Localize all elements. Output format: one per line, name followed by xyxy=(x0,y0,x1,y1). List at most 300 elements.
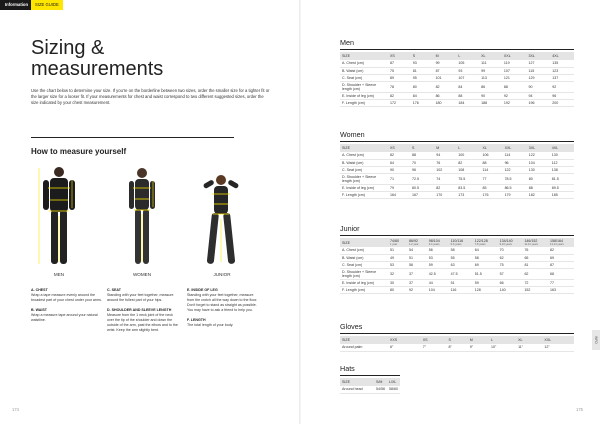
note-chest xyxy=(31,288,103,303)
measurement-value: 92 xyxy=(550,81,574,92)
size-label: 98/104 xyxy=(428,239,440,243)
measurement-value: 86 xyxy=(434,92,457,99)
size-header-cell xyxy=(407,238,427,247)
hats-size-table xyxy=(340,378,400,394)
measurement-value: 200 xyxy=(550,99,574,106)
measurement-label: E. Inside of leg (cm) xyxy=(340,92,388,99)
measurement-value: 130 xyxy=(550,152,574,159)
measurement-value: 94 xyxy=(527,92,551,99)
junior-table-body xyxy=(340,247,574,293)
gloves-size-table xyxy=(340,336,574,352)
table-row xyxy=(340,286,574,293)
hats-size-section xyxy=(340,364,400,394)
page-title: Sizing & measurements xyxy=(31,37,164,80)
measurement-value: 49 xyxy=(388,254,407,261)
table-row xyxy=(340,152,574,159)
measurement-value: 9" xyxy=(468,344,489,351)
measurement-value: 89 xyxy=(388,74,411,81)
size-column-header: SIZE xyxy=(340,144,388,152)
measurement-label: C. Seat (cm) xyxy=(340,166,388,173)
measurement-value: 51 xyxy=(449,279,473,286)
notes-column-1 xyxy=(31,288,103,328)
measurement-value: 123 xyxy=(550,67,574,74)
size-label: 74/80 xyxy=(390,239,399,243)
measurement-value: 54/56 xyxy=(376,387,385,392)
figure-women xyxy=(122,164,162,268)
measurement-value: 140 xyxy=(498,286,523,293)
size-header-cell: S xyxy=(446,336,467,344)
measurement-value: 99 xyxy=(479,67,502,74)
gloves-table-body xyxy=(340,344,574,351)
measurement-value: 75.5 xyxy=(456,173,480,184)
men-table-header xyxy=(340,52,574,60)
measurement-value: 92 xyxy=(502,92,527,99)
measurement-value: 6" xyxy=(388,344,421,351)
measurement-value: 80.5 xyxy=(410,184,434,191)
measurement-value: 88 xyxy=(502,81,527,92)
measurement-value: 81 xyxy=(411,67,434,74)
note-heading: E. INSIDE OF LEG xyxy=(187,288,218,292)
women-figure-illustration xyxy=(122,164,162,268)
measurement-value: 170 xyxy=(434,191,456,198)
measurement-value: 82 xyxy=(434,81,457,92)
measurement-value: 64 xyxy=(388,159,410,166)
junior-table-title: Junior xyxy=(340,224,574,236)
measurement-value: 93 xyxy=(456,67,479,74)
measurement-value: 87 xyxy=(434,67,457,74)
measurement-value: 44 xyxy=(427,279,449,286)
size-header-cell xyxy=(498,238,523,247)
measurement-value: 75 xyxy=(498,261,523,268)
measurement-value: 130 xyxy=(527,166,550,173)
measurement-value: 184 xyxy=(456,99,479,106)
size-label: SIZE xyxy=(342,240,350,245)
junior-table-header xyxy=(340,238,574,247)
measurement-label: Around palm xyxy=(340,344,388,351)
measurement-value: 58/60 xyxy=(389,387,398,392)
gloves-table-title: Gloves xyxy=(340,322,574,334)
measurement-value: 77 xyxy=(548,279,574,286)
measurement-value: 69 xyxy=(473,261,498,268)
size-header-cell: XS xyxy=(388,52,411,60)
notes-column-3 xyxy=(187,288,259,333)
measurement-value: 164 xyxy=(388,191,410,198)
measurement-value: 62 xyxy=(498,254,523,261)
measurement-label: A. Chest (cm) xyxy=(340,247,388,254)
measurement-value: 72.5 xyxy=(410,173,434,184)
size-header-cell: S/M xyxy=(374,378,387,386)
size-label: 86/92 xyxy=(409,239,418,243)
size-header-cell xyxy=(427,238,449,247)
measurement-value: 188 xyxy=(479,99,502,106)
measurement-value: 185 xyxy=(550,191,574,198)
measurement-label: A. Chest (cm) xyxy=(340,60,388,67)
junior-figure-illustration xyxy=(197,164,245,268)
women-table-title: Women xyxy=(340,130,574,142)
size-column-header xyxy=(340,238,388,247)
junior-size-section xyxy=(340,224,574,294)
measurement-value: 90 xyxy=(527,81,551,92)
measurement-value: 12" xyxy=(542,344,574,351)
measurement-label: A. Chest (cm) xyxy=(340,152,388,159)
size-header-cell: XL xyxy=(481,144,503,152)
size-column-header: SIZE xyxy=(340,336,388,344)
measurement-value: 84 xyxy=(411,92,434,99)
note-inside-leg xyxy=(187,288,259,313)
measurement-label: F. Length (cm) xyxy=(340,191,388,198)
size-header-cell: XXS xyxy=(388,336,421,344)
measurement-value: 53 xyxy=(388,261,407,268)
size-header-cell xyxy=(548,238,574,247)
measurement-label: B. Waist (cm) xyxy=(340,67,388,74)
size-header-cell xyxy=(388,238,407,247)
measurement-value: 96 xyxy=(410,166,434,173)
header-subsection: SIZE GUIDE xyxy=(31,0,63,10)
measurement-value: 10" xyxy=(489,344,516,351)
measurement-value: 85 xyxy=(481,184,503,191)
measurement-value: 65 xyxy=(522,254,548,261)
men-table-body xyxy=(340,60,574,106)
note-text: Measure from the 1 neck joint of the neck over the tip of the shoulder and down the outside of the arm, past the elbow and to the wrist. Keep the arm slightly bent. xyxy=(107,313,178,332)
table-row xyxy=(340,74,574,81)
table-row xyxy=(340,344,574,351)
measurement-value: 82 xyxy=(434,184,456,191)
measurement-value: 87 xyxy=(388,60,411,67)
measurement-value: 127 xyxy=(527,60,551,67)
measurement-value: 77 xyxy=(481,173,503,184)
measurement-value: 179 xyxy=(503,191,527,198)
note-heading: A. CHEST xyxy=(31,288,48,292)
men-size-table xyxy=(340,52,574,107)
size-header-cell: 3XL xyxy=(527,144,550,152)
measurement-value: 82 xyxy=(548,247,574,254)
measurement-value: 122 xyxy=(527,152,550,159)
size-header-cell xyxy=(522,238,548,247)
measurement-value: 89.5 xyxy=(550,184,574,191)
size-label: 134/140 xyxy=(499,239,513,243)
measurement-value: 76 xyxy=(434,159,456,166)
measurement-value: 86.5 xyxy=(503,184,527,191)
measurement-value: 88 xyxy=(527,184,550,191)
note-heading: B. WAIST xyxy=(31,308,47,312)
age-label: 3-4 years xyxy=(428,243,440,246)
junior-size-table xyxy=(340,238,574,294)
measurement-value: 58 xyxy=(473,254,498,261)
measurement-value: 71 xyxy=(388,173,410,184)
table-row xyxy=(340,279,574,286)
size-label: 122/128 xyxy=(474,239,488,243)
how-to-measure-title: How to measure yourself xyxy=(31,147,127,156)
note-heading: D. SHOULDER AND SLEEVE LENGTH xyxy=(107,308,172,312)
page-number-left: 174 xyxy=(12,407,19,412)
measurement-value: 79 xyxy=(388,184,410,191)
measurement-label: D. Shoulder + Sleeve length (cm) xyxy=(340,173,388,184)
size-column-header: SIZE xyxy=(340,378,374,386)
table-row xyxy=(340,81,574,92)
age-label: 5-6 years xyxy=(450,243,462,246)
measurement-value: 51.5 xyxy=(473,268,498,279)
measurement-value: 129 xyxy=(527,74,551,81)
measurement-label: E. Inside of leg (cm) xyxy=(340,279,388,286)
divider xyxy=(31,137,234,138)
table-row xyxy=(340,254,574,261)
table-row xyxy=(340,247,574,254)
measurement-value: 137 xyxy=(550,74,574,81)
figure-junior xyxy=(197,164,245,268)
measurement-value: 66 xyxy=(498,279,523,286)
women-size-section xyxy=(340,130,574,199)
measurement-value: 196 xyxy=(527,99,551,106)
measurement-value: 88 xyxy=(456,92,479,99)
measurement-value: 82 xyxy=(456,159,480,166)
size-header-cell: L xyxy=(456,52,479,60)
men-figure-illustration xyxy=(36,164,82,268)
age-label: 9-10 years xyxy=(499,243,512,246)
measurement-value: 100 xyxy=(456,152,480,159)
measurement-value: 93 xyxy=(411,60,434,67)
measurement-value: 92 xyxy=(407,286,427,293)
measurement-value: 8" xyxy=(446,344,467,351)
measurement-value: 102 xyxy=(434,166,456,173)
size-header-cell: XL xyxy=(479,52,502,60)
measurement-label: Around head xyxy=(340,386,374,393)
measurement-value: 81 xyxy=(522,261,548,268)
age-label: 1-2 year xyxy=(409,243,419,246)
size-label: 146/152 xyxy=(524,239,538,243)
measurement-value: 119 xyxy=(502,60,527,67)
note-text: The total length of your body. xyxy=(187,323,234,327)
measurement-value: 37 xyxy=(407,279,427,286)
table-row xyxy=(340,261,574,268)
measurement-value: 112 xyxy=(550,159,574,166)
size-header-cell: XXL xyxy=(503,144,527,152)
measurement-value: 101 xyxy=(434,74,457,81)
table-row xyxy=(340,173,574,184)
note-waist xyxy=(31,308,103,323)
measurement-value: 51 xyxy=(388,247,407,254)
header-section: Information xyxy=(0,0,31,10)
note-text: Standing with your feet together, measure from the crotch all the way down to the floor. Don't forget to stand as straight as possible. You may have to ask a friend to help you. xyxy=(187,293,258,312)
measurement-value: 104 xyxy=(427,286,449,293)
measurement-value: 182 xyxy=(527,191,550,198)
measurement-value: 78.5 xyxy=(503,173,527,184)
size-header-cell: M xyxy=(468,336,489,344)
measurement-value: 90 xyxy=(388,166,410,173)
size-header-cell: XXL xyxy=(502,52,527,60)
measurement-value: 163 xyxy=(548,286,574,293)
measurement-label: B. Waist (cm) xyxy=(340,254,388,261)
measurement-value: 78 xyxy=(388,81,411,92)
size-header-cell xyxy=(473,238,498,247)
measurement-label: F. Length (cm) xyxy=(340,286,388,293)
measurement-value: 7" xyxy=(421,344,447,351)
note-text: Standing with your feet together, measure around the fullest part of your hips. xyxy=(107,293,174,302)
measurement-value: 104 xyxy=(527,159,550,166)
size-header-cell: L xyxy=(456,144,480,152)
size-header-cell: 3XL xyxy=(527,52,551,60)
size-label: 110/116 xyxy=(450,239,464,243)
gloves-size-section xyxy=(340,322,574,352)
measurement-value: 138 xyxy=(550,166,574,173)
size-column-header: SIZE xyxy=(340,52,388,60)
size-header-cell: L xyxy=(489,336,516,344)
size-header-cell: 4XL xyxy=(550,144,574,152)
size-header-cell: S xyxy=(410,144,434,152)
measurement-value: 88 xyxy=(481,159,503,166)
measurement-value: 95 xyxy=(411,74,434,81)
size-header-cell: 4XL xyxy=(550,52,574,60)
women-size-table xyxy=(340,144,574,199)
measurement-value: 115 xyxy=(527,67,551,74)
measurement-value: 173 xyxy=(456,191,480,198)
note-shoulder-sleeve xyxy=(107,308,179,333)
measurement-value: 47.5 xyxy=(449,268,473,279)
header-tag xyxy=(0,0,63,10)
measurement-value: 107 xyxy=(502,67,527,74)
measurement-value: 99 xyxy=(434,60,457,67)
measurement-value: 176 xyxy=(481,191,503,198)
measurement-value: 107 xyxy=(456,74,479,81)
intro-text: Use the chart below to determine your size. If you're on the borderline between two sizes, order the smaller size for a tighter fit or the larger size for a looser fit. If your measurements for chest and waist correspond to two different suggested sizes, order the size indicated by your chest measurement. xyxy=(31,88,270,105)
note-heading: C. SEAT xyxy=(107,288,121,292)
women-table-header xyxy=(340,144,574,152)
measurement-value: 74 xyxy=(434,173,456,184)
note-length xyxy=(187,318,259,328)
measurement-value: 72 xyxy=(522,279,548,286)
measurement-value: 54 xyxy=(407,247,427,254)
notes-column-2 xyxy=(107,288,179,338)
measurement-value: 167 xyxy=(410,191,434,198)
measurement-value: 80 xyxy=(411,81,434,92)
measurement-value: 59 xyxy=(427,261,449,268)
table-row xyxy=(340,92,574,99)
measurement-value: 86 xyxy=(479,81,502,92)
measurement-value: 55 xyxy=(449,254,473,261)
measurement-value: 68 xyxy=(548,268,574,279)
measurement-value: 113 xyxy=(479,74,502,81)
measurement-value: 114 xyxy=(481,166,503,173)
measurement-value: 62 xyxy=(522,268,548,279)
measurement-value: 176 xyxy=(411,99,434,106)
measurement-value: 63 xyxy=(449,261,473,268)
measurement-label: D. Shoulder + Sleeve length (cm) xyxy=(340,268,388,279)
measurement-value: 75 xyxy=(388,67,411,74)
table-row xyxy=(340,268,574,279)
table-row xyxy=(340,60,574,67)
measurement-value: 59 xyxy=(473,279,498,286)
measurement-value: 96 xyxy=(503,159,527,166)
table-row xyxy=(340,99,574,106)
measurement-value: 111 xyxy=(479,60,502,67)
note-heading: F. LENGTH xyxy=(187,318,206,322)
measurement-value: 51 xyxy=(407,254,427,261)
measurement-value: 94 xyxy=(434,152,456,159)
measurement-value: 121 xyxy=(502,74,527,81)
measurement-value: 83.5 xyxy=(456,184,480,191)
size-header-cell: XL xyxy=(516,336,542,344)
measurement-value: 32 xyxy=(388,268,407,279)
figure-label-women: WOMEN xyxy=(132,272,152,277)
size-header-cell: M xyxy=(434,144,456,152)
measurement-value: 53 xyxy=(427,254,449,261)
measurement-value: 80 xyxy=(527,173,550,184)
measurement-value: 82 xyxy=(388,152,410,159)
measurement-value: 105 xyxy=(456,60,479,67)
age-label: 1 year xyxy=(390,243,398,246)
table-row xyxy=(340,386,400,393)
measurement-label: F. Length (cm) xyxy=(340,99,388,106)
table-row xyxy=(340,67,574,74)
measurement-value: 180 xyxy=(434,99,457,106)
figure-men xyxy=(36,164,82,268)
measurement-value: 57 xyxy=(498,268,523,279)
gloves-table-header xyxy=(340,336,574,344)
table-row xyxy=(340,184,574,191)
measurement-value: 172 xyxy=(388,99,411,106)
measurement-value: 58 xyxy=(449,247,473,254)
size-header-cell: XXL xyxy=(542,336,574,344)
men-table-title: Men xyxy=(340,38,574,50)
note-text: Wrap a measure tape around your natural waistline. xyxy=(31,313,98,322)
measurement-label: D. Shoulder + Sleeve length (cm) xyxy=(340,81,388,92)
measurement-value: 30 xyxy=(388,279,407,286)
size-header-cell: M xyxy=(434,52,457,60)
page-number-right: 175 xyxy=(576,407,583,412)
table-row xyxy=(340,191,574,198)
measurement-value: 80 xyxy=(388,286,407,293)
measurement-value: 42.5 xyxy=(427,268,449,279)
measurement-value: 108 xyxy=(456,166,480,173)
note-text: Wrap a tape measure evenly around the broadest part of your chest under your arms. xyxy=(31,293,102,302)
measurement-value: 114 xyxy=(503,152,527,159)
hats-table-title: Hats xyxy=(340,364,400,376)
size-label: 158/164 xyxy=(550,239,564,243)
measurement-value: 87 xyxy=(548,261,574,268)
info-side-tab: INFO xyxy=(592,330,600,350)
size-header-cell: XS xyxy=(421,336,447,344)
measurement-label: C. Seat (cm) xyxy=(340,74,388,81)
measurement-value: 135 xyxy=(550,60,574,67)
measurement-value: 11" xyxy=(516,344,542,351)
measurement-value: 37 xyxy=(407,268,427,279)
table-row xyxy=(340,159,574,166)
hats-table-body xyxy=(340,386,400,393)
measurement-value: 116 xyxy=(449,286,473,293)
age-label: 13-14 years xyxy=(550,243,564,246)
age-label: 11-12 years xyxy=(524,243,538,246)
measurement-value: 128 xyxy=(473,286,498,293)
measurement-label: E. Inside of leg (cm) xyxy=(340,184,388,191)
table-row xyxy=(340,166,574,173)
size-header-cell: XS xyxy=(388,144,410,152)
measurement-value: 152 xyxy=(522,286,548,293)
size-header-cell: S xyxy=(411,52,434,60)
measurement-value: 69 xyxy=(548,254,574,261)
figure-label-men: MEN xyxy=(53,272,65,277)
measurement-value: 122 xyxy=(503,166,527,173)
measurement-value: 56 xyxy=(407,261,427,268)
hats-table-header xyxy=(340,378,400,386)
size-header-cell: L/XL xyxy=(387,378,400,386)
measurement-value: 192 xyxy=(502,99,527,106)
size-header-cell xyxy=(449,238,473,247)
measurement-value: 96 xyxy=(550,92,574,99)
men-size-section xyxy=(340,38,574,107)
measurement-value: 70 xyxy=(498,247,523,254)
measurement-value: 64 xyxy=(473,247,498,254)
measurement-label: B. Waist (cm) xyxy=(340,159,388,166)
measurement-label: C. Seat (cm) xyxy=(340,261,388,268)
